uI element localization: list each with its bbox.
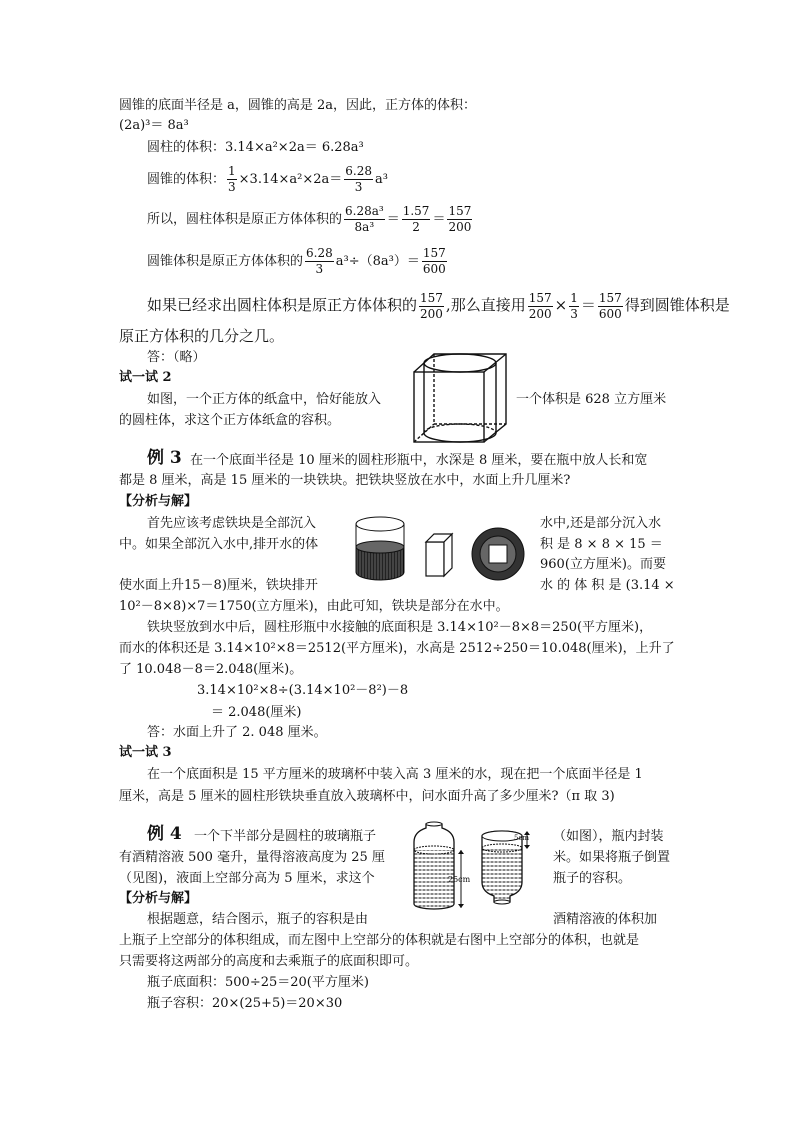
ex4-line-3a: （见图)，液面上空部分高为 5 厘米，求这个 — [119, 871, 375, 886]
ex3-line-1: 在一个底面半径是 10 厘米的圆柱形瓶中，水深是 8 厘米，要在瓶中放人长和宽 — [190, 453, 648, 468]
ex4-line-1b: （如图），瓶内封装 — [553, 829, 664, 844]
ex3-p7: 而水的体积还是 3.14×10²×8＝2512(平方厘米)，水高是 2512÷250＝10.048(厘米)，上升了 — [119, 641, 675, 656]
fraction: $\frac{157}{600}$ — [598, 290, 622, 321]
ex4-p5: 瓶子容积：20×(25+5)＝20×30 — [147, 996, 343, 1011]
ex3-p1a: 首先应该考虑铁块是全部沉入 — [147, 516, 317, 531]
label-5cm: 5cm — [514, 834, 530, 842]
try3-heading: 试一试 3 — [119, 745, 172, 760]
ex3-line-2: 都是 8 厘米，高是 15 厘米的一块铁块。把铁块竖放在水中，水面上升几厘米? — [119, 473, 571, 488]
ex3-analysis-heading: 【分析与解】 — [119, 494, 198, 509]
fraction: $\frac{6.28}{3}$ — [345, 164, 372, 194]
ex3-p1b: 水中,还是部分沉入水 — [540, 516, 662, 531]
sol-line-8: 原正方体积的几分之几。 — [119, 327, 285, 345]
ex3-p5: 10²－8×8)×7＝1750(立方厘米)，由此可知，铁块是部分在水中。 — [119, 599, 509, 614]
ex4-p4: 瓶子底面积：500÷25＝20(平方厘米) — [147, 975, 369, 990]
fraction: $\frac{\text{6.28a³}}{\text{8a³}}$ — [345, 204, 384, 234]
fraction: $\frac{157}{200}$ — [420, 290, 443, 321]
ex3-calc-1: 3.14×10²×8÷(3.14×10²－8²)－8 — [197, 683, 409, 698]
sol-line-7: 如果已经求出圆柱体积是原正方体体积的 $\frac{157}{200}$ ,那么直接用 $\frac{157}{200}$ × $\frac{1}{3}$ ＝ $\frac{157}{600}$ 得到圆锥体积是 — [147, 290, 730, 321]
sol-answer: 答：（略） — [147, 350, 206, 365]
sol-line-4: 圆锥的体积： $\frac{1}{3}$ ×3.14×a²×2a＝ $\frac{6.28}{3}$ a³ — [147, 164, 388, 194]
bottles-figure — [408, 820, 548, 912]
ex3-title: 例 3 — [147, 448, 182, 468]
ex3-p2a: 中。如果全部沉入水中,排开水的体 — [119, 537, 319, 552]
ex4-p3: 只需要将这两部分的高度和去乘瓶子的底面积即可。 — [119, 954, 419, 969]
try2-line-2: 的圆柱体，求这个正方体纸盒的容积。 — [119, 413, 341, 428]
ex4-p2: 上瓶子上空部分的体积组成，而左图中上空部分的体积就是右图中上空部分的体积，也就是 — [119, 933, 640, 948]
fraction: $\frac{1.57}{2}$ — [402, 204, 430, 234]
try2-heading: 试一试 2 — [119, 370, 172, 385]
sol-line-6: 圆锥体积是原正方体体积的 $\frac{6.28}{3}$ a³÷（8a³）＝ $\frac{157}{600}$ — [147, 246, 446, 276]
ex4-title: 例 4 — [147, 824, 182, 844]
sol-line-3: 圆柱的体积：3.14×a²×2a＝ 6.28a³ — [147, 140, 364, 155]
cylinder-block-figure — [352, 512, 532, 584]
sol-line-2: (2a)³＝ 8a³ — [119, 118, 189, 133]
ex4-p1a: 根据题意，结合图示，瓶子的容积是由 — [147, 912, 369, 927]
fraction: $\frac{157}{600}$ — [422, 246, 446, 276]
ex4-line-1a: 一个下半部分是圆柱的玻璃瓶子 — [194, 829, 377, 844]
ex4-line-2b: 米。如果将瓶子倒置 — [553, 850, 671, 865]
cube-cylinder-figure — [412, 350, 508, 446]
ex4-line-2a: 有酒精溶液 500 毫升，量得溶液高度为 25 厘 — [119, 850, 385, 865]
fraction: $\frac{157}{200}$ — [448, 204, 472, 234]
sol-line-5: 所以，圆柱体积是原正方体体积的 $\frac{\text{6.28a³}}{\text{8a³}}$ ＝ $\frac{1.57}{2}$ ＝ $\frac{157}{200}$ — [147, 204, 472, 234]
ex3-p2b: 积 是 8 × 8 × 15 ＝ — [540, 537, 663, 552]
ex3-p8: 了 10.048－8＝2.048(厘米)。 — [119, 662, 303, 677]
sol-line-1: 圆锥的底面半径是 a，圆锥的高是 2a，因此，正方体的体积： — [119, 98, 477, 113]
ex4-p1b: 酒精溶液的体积加 — [553, 912, 658, 927]
fraction: $\frac{1}{3}$ — [228, 164, 236, 194]
fraction: $\frac{1}{3}$ — [570, 290, 578, 321]
try2-line-1b: 一个体积是 628 立方厘米 — [516, 392, 667, 407]
ex3-p4a: 使水面上升15－8)厘米，铁块排开 — [119, 578, 318, 593]
ex4-line-3b: 瓶子的容积。 — [553, 871, 632, 886]
fraction: $\frac{6.28}{3}$ — [306, 246, 333, 276]
ex3-p6: 铁块竖放到水中后，圆柱形瓶中水接触的底面积是 3.14×10²－8×8＝250(平方厘米)， — [147, 620, 653, 635]
ex3-p3: 960(立方厘米)。而要 — [540, 557, 666, 572]
try2-line-1a: 如图，一个正方体的纸盒中，恰好能放入 — [147, 392, 382, 407]
try3-line-1: 在一个底面积是 15 平方厘米的玻璃杯中装入高 3 厘米的水，现在把一个底面半径是 1 — [147, 767, 643, 782]
ex3-p4b: 水 的 体 积 是 (3.14 × — [540, 578, 675, 593]
fraction: $\frac{157}{200}$ — [528, 290, 552, 321]
try3-line-2: 厘米，高是 5 厘米的圆柱形铁块垂直放入玻璃杯中，问水面升高了多少厘米?（π 取 3) — [119, 789, 615, 804]
label-25cm: 25cm — [448, 875, 471, 884]
ex3-answer: 答：水面上升了 2. 048 厘米。 — [147, 725, 327, 740]
ex4-analysis-heading: 【分析与解】 — [119, 891, 198, 906]
ex3-calc-2: ＝ 2.048(厘米) — [211, 705, 302, 720]
